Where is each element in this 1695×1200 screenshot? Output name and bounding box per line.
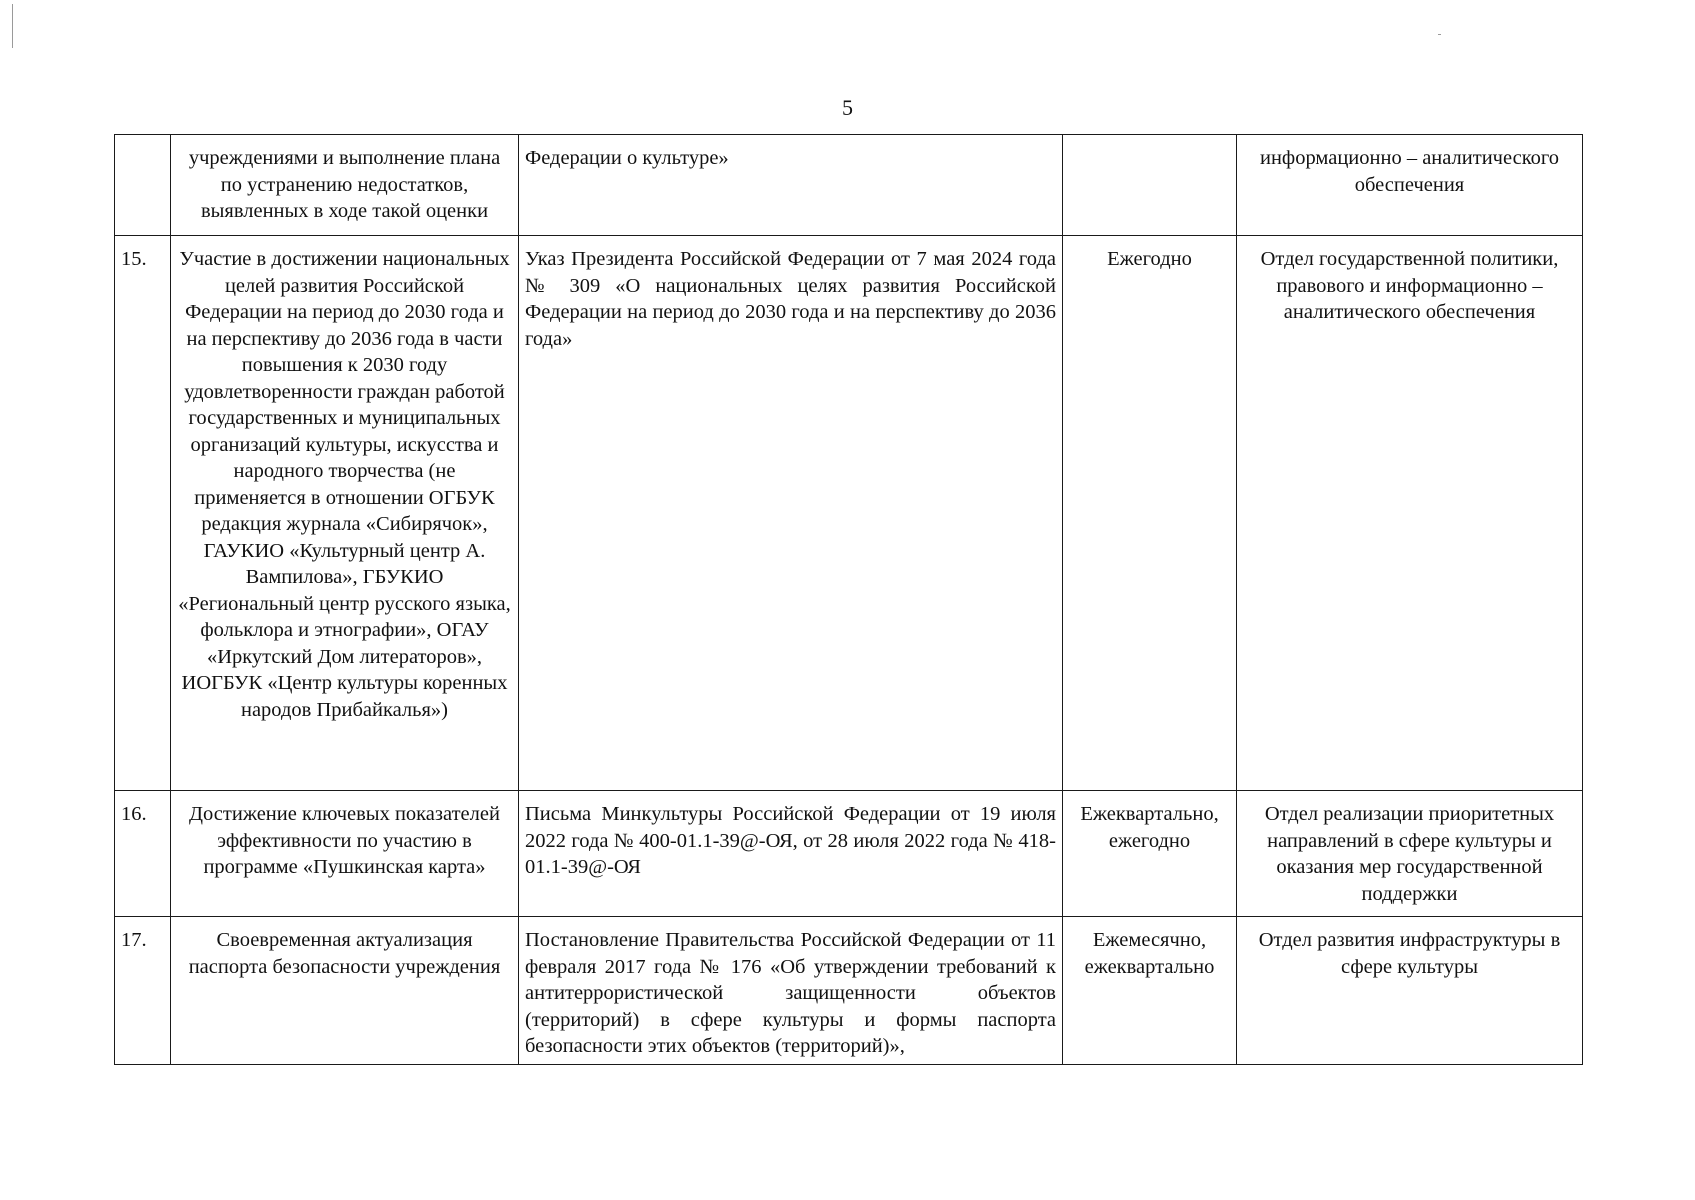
row-number-cell: 17.	[115, 917, 171, 1065]
event-cell: Достижение ключевых показателей эффективности по участию в программе «Пушкинская карта»	[171, 791, 519, 917]
row-number-cell: 15.	[115, 236, 171, 791]
responsible-cell: Отдел реализации приоритетных направлений в сфере культуры и оказания мер государственной поддержки	[1237, 791, 1583, 917]
event-cell: учреждениями и выполнение плана по устранению недостатков, выявленных в ходе такой оценки	[171, 135, 519, 236]
row-number-cell	[115, 135, 171, 236]
period-cell: Ежемесячно, ежеквартально	[1063, 917, 1237, 1065]
period-cell: Ежегодно	[1063, 236, 1237, 791]
legal-basis-cell: Постановление Правительства Российской Федерации от 11 февраля 2017 года № 176 «Об утверждении требований к антитеррористической защищенности объектов (территорий) в сфере культуры и формы паспорта безопасности этих объектов (территорий)»,	[519, 917, 1063, 1065]
legal-basis-cell: Указ Президента Российской Федерации от 7 мая 2024 года № 309 «О национальных целях развития Российской Федерации на период до 2030 года и на перспективу до 2036 года»	[519, 236, 1063, 791]
table-row	[115, 236, 1583, 791]
table-row	[115, 791, 1583, 917]
period-cell	[1063, 135, 1237, 236]
table-row	[115, 135, 1583, 236]
event-cell: Своевременная актуализация паспорта безопасности учреждения	[171, 917, 519, 1065]
legal-basis-cell: Федерации о культуре»	[519, 135, 1063, 236]
responsible-cell: Отдел государственной политики, правового и информационно – аналитического обеспечения	[1237, 236, 1583, 791]
page-number: 5	[842, 95, 853, 120]
event-cell: Участие в достижении национальных целей развития Российской Федерации на период до 2030 года и на перспективу до 2036 года в части повышения к 2030 году удовлетворенности граждан работой государственных и муниципальных организаций культуры, искусства и народного творчества (не применяется в отношении ОГБУК редакция журнала «Сибирячок», ГАУКИО «Культурный центр А. Вампилова», ГБУКИО «Региональный центр русского языка, фольклора и этнографии», ОГАУ «Иркутский Дом литераторов», ИОГБУК «Центр культуры коренных народов Прибайкалья»)	[171, 236, 519, 791]
period-cell: Ежеквартально, ежегодно	[1063, 791, 1237, 917]
responsible-cell: информационно – аналитического обеспечения	[1237, 135, 1583, 236]
scan-edge-mark	[12, 4, 13, 48]
table-row	[115, 917, 1583, 1065]
scan-dust-mark	[1438, 34, 1441, 35]
legal-basis-cell: Письма Минкультуры Российской Федерации от 19 июля 2022 года № 400-01.1-39@-ОЯ, от 28 июля 2022 года № 418-01.1-39@-ОЯ	[519, 791, 1063, 917]
measures-table	[114, 134, 1583, 1065]
responsible-cell: Отдел развития инфраструктуры в сфере культуры	[1237, 917, 1583, 1065]
row-number-cell: 16.	[115, 791, 171, 917]
